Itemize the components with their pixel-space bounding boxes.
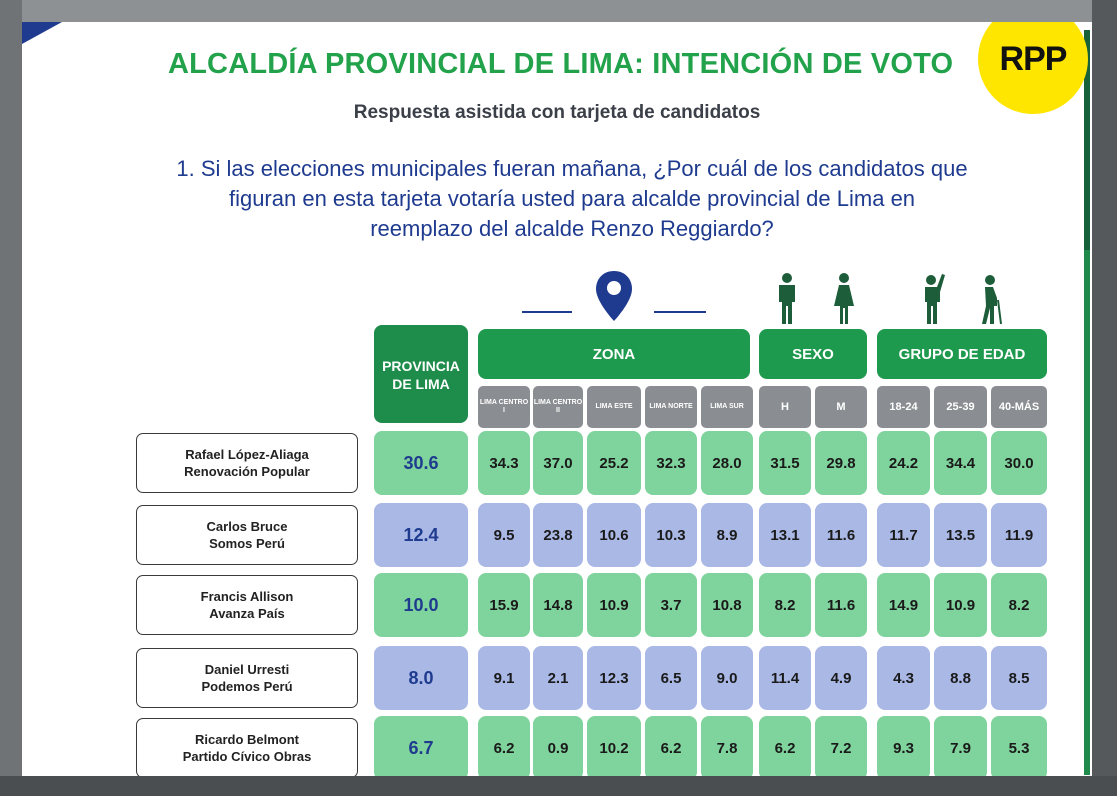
- corner-decoration: [22, 22, 62, 44]
- window-frame-right: [1092, 0, 1117, 796]
- candidate-party: Partido Cívico Obras: [182, 749, 312, 764]
- column-header-8: 18-24: [877, 386, 930, 428]
- value-cell: 2.1: [533, 646, 583, 710]
- value-cell: 15.9: [478, 573, 530, 637]
- value-cell: 10.2: [587, 716, 641, 776]
- value-cell: 23.8: [533, 503, 583, 567]
- header-provincia: PROVINCIA DE LIMA: [374, 325, 468, 423]
- window-frame-left: [0, 0, 22, 796]
- value-cell: 6.2: [759, 716, 811, 776]
- value-cell: 10.3: [645, 503, 697, 567]
- value-cell: 5.3: [991, 716, 1047, 776]
- value-cell: 11.7: [877, 503, 930, 567]
- value-cell: 7.8: [701, 716, 753, 776]
- value-cell: 8.2: [991, 573, 1047, 637]
- value-cell: 37.0: [533, 431, 583, 495]
- value-cell: 8.8: [934, 646, 987, 710]
- value-cell: 34.4: [934, 431, 987, 495]
- value-cell: 29.8: [815, 431, 867, 495]
- provincia-value-cell: 12.4: [374, 503, 468, 567]
- value-cell: 12.3: [587, 646, 641, 710]
- column-header-7: M: [815, 386, 867, 428]
- candidate-label: [136, 648, 358, 708]
- provincia-value-cell: 10.0: [374, 573, 468, 637]
- window-frame-bottom: [0, 776, 1117, 796]
- value-cell: 10.8: [701, 573, 753, 637]
- candidate-name: Daniel Urresti: [204, 662, 290, 677]
- value-cell: 11.9: [991, 503, 1047, 567]
- value-cell: 14.8: [533, 573, 583, 637]
- value-cell: 10.9: [587, 573, 641, 637]
- value-cell: 9.5: [478, 503, 530, 567]
- value-cell: 25.2: [587, 431, 641, 495]
- header-zona: ZONA: [478, 329, 750, 379]
- question-line-3: reemplazo del alcalde Renzo Reggiardo?: [370, 216, 774, 241]
- male-icon: [774, 272, 800, 326]
- column-header-10: 40-MÁS: [991, 386, 1047, 428]
- column-header-9: 25-39: [934, 386, 987, 428]
- value-cell: 11.4: [759, 646, 811, 710]
- divider-left: [522, 311, 572, 313]
- slide: [22, 22, 1092, 776]
- column-header-4: LIMA NORTE: [645, 386, 697, 428]
- value-cell: 8.5: [991, 646, 1047, 710]
- value-cell: 4.3: [877, 646, 930, 710]
- value-cell: 30.0: [991, 431, 1047, 495]
- column-header-1: LIMA CENTRO I: [478, 386, 530, 428]
- candidate-label: [136, 575, 358, 635]
- value-cell: 8.9: [701, 503, 753, 567]
- window-frame-top: [0, 0, 1117, 22]
- survey-question: [102, 154, 1042, 244]
- location-pin-icon: [595, 270, 633, 322]
- female-icon: [831, 272, 857, 326]
- value-cell: 9.1: [478, 646, 530, 710]
- value-cell: 6.2: [478, 716, 530, 776]
- value-cell: 3.7: [645, 573, 697, 637]
- chart-subtitle: Respuesta asistida con tarjeta de candidatos: [353, 102, 761, 123]
- rpp-logo: [978, 22, 1088, 114]
- divider-right: [654, 311, 706, 313]
- candidate-label: [136, 433, 358, 493]
- candidate-party: Renovación Popular: [184, 464, 310, 479]
- young-person-icon: [920, 272, 946, 326]
- candidate-label: [136, 505, 358, 565]
- value-cell: 32.3: [645, 431, 697, 495]
- value-cell: 8.2: [759, 573, 811, 637]
- candidate-name: Francis Allison: [200, 589, 294, 604]
- candidate-name: Rafael López-Aliaga: [185, 447, 309, 462]
- rpp-logo-text: RPP: [999, 39, 1067, 78]
- provincia-value-cell: 6.7: [374, 716, 468, 776]
- value-cell: 31.5: [759, 431, 811, 495]
- provincia-value-cell: 8.0: [374, 646, 468, 710]
- column-header-3: LIMA ESTE: [587, 386, 641, 428]
- candidate-party: Somos Perú: [209, 536, 285, 551]
- value-cell: 10.6: [587, 503, 641, 567]
- value-cell: 0.9: [533, 716, 583, 776]
- value-cell: 6.5: [645, 646, 697, 710]
- header-grupo-edad: GRUPO DE EDAD: [877, 329, 1047, 379]
- value-cell: 24.2: [877, 431, 930, 495]
- value-cell: 34.3: [478, 431, 530, 495]
- elderly-person-icon: [977, 272, 1003, 326]
- candidate-name: Ricardo Belmont: [194, 732, 299, 747]
- question-line-2: figuran en esta tarjeta votaría usted para alcalde provincial de Lima en: [228, 186, 916, 211]
- value-cell: 6.2: [645, 716, 697, 776]
- candidate-party: Avanza País: [209, 606, 285, 621]
- candidate-name: Carlos Bruce: [206, 519, 288, 534]
- value-cell: 13.1: [759, 503, 811, 567]
- value-cell: 7.2: [815, 716, 867, 776]
- candidate-label: [136, 718, 358, 776]
- header-sexo: SEXO: [759, 329, 867, 379]
- candidate-party: Podemos Perú: [201, 679, 293, 694]
- value-cell: 14.9: [877, 573, 930, 637]
- value-cell: 11.6: [815, 573, 867, 637]
- column-header-5: LIMA SUR: [701, 386, 753, 428]
- value-cell: 9.3: [877, 716, 930, 776]
- value-cell: 7.9: [934, 716, 987, 776]
- value-cell: 13.5: [934, 503, 987, 567]
- provincia-value-cell: 30.6: [374, 431, 468, 495]
- column-header-6: H: [759, 386, 811, 428]
- value-cell: 4.9: [815, 646, 867, 710]
- value-cell: 9.0: [701, 646, 753, 710]
- question-line-1: 1. Si las elecciones municipales fueran mañana, ¿Por cuál de los candidatos que: [176, 156, 968, 181]
- value-cell: 10.9: [934, 573, 987, 637]
- chart-title: ALCALDÍA PROVINCIAL DE LIMA: INTENCIÓN DE VOTO: [168, 48, 954, 80]
- column-header-2: LIMA CENTRO II: [533, 386, 583, 428]
- value-cell: 11.6: [815, 503, 867, 567]
- value-cell: 28.0: [701, 431, 753, 495]
